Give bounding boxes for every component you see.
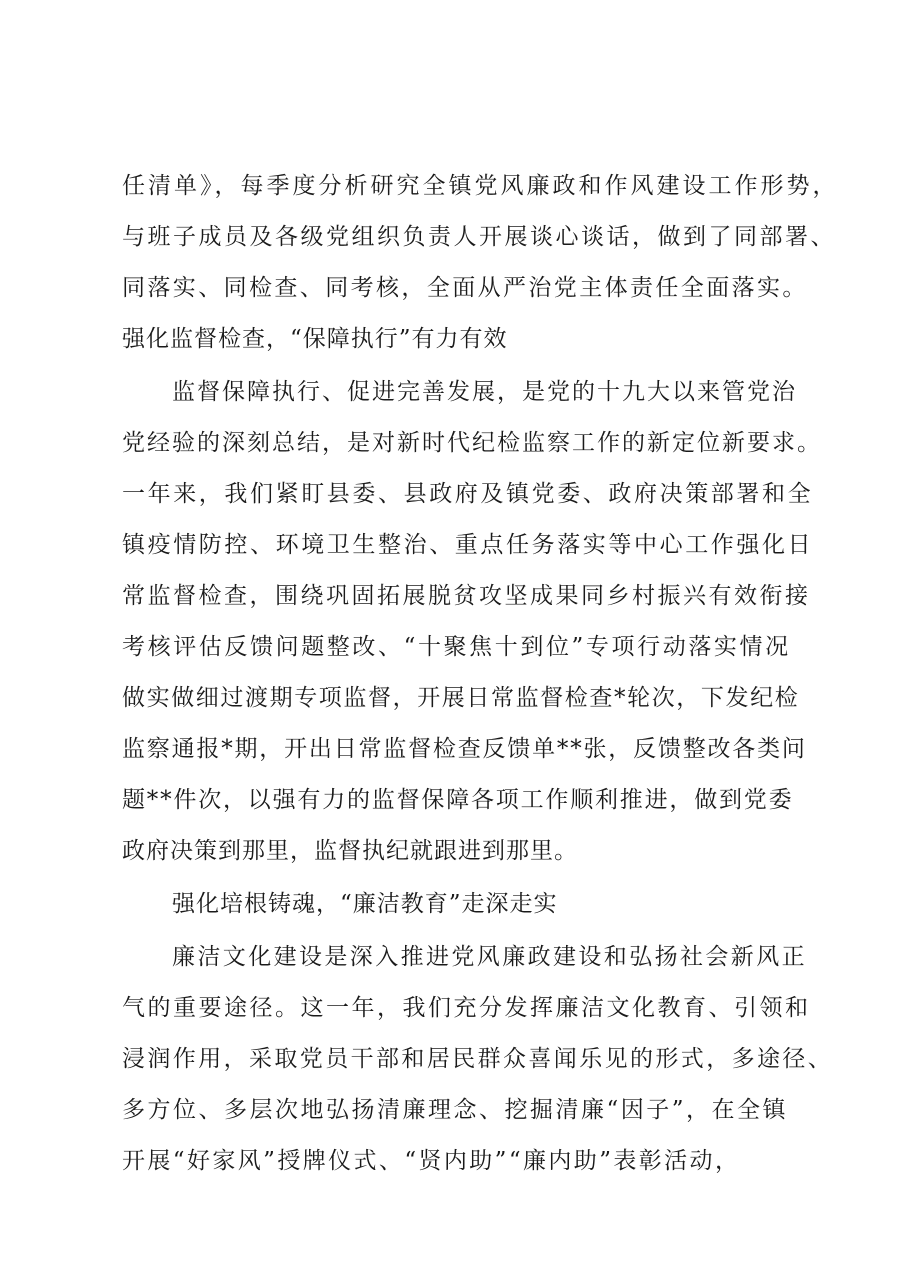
paragraph-line: 做实做细过渡期专项监督，开展日常监督检查*轮次，下发纪检 [122, 685, 800, 711]
paragraph-line: 任清单》，每季度分析研究全镇党风廉政和作风建设工作形势， [122, 173, 839, 199]
paragraph-line: 党经验的深刻总结，是对新时代纪检监察工作的新定位新要求。 [122, 430, 822, 456]
paragraph-line: 政府决策到那里，监督执纪就跟进到那里。 [122, 838, 578, 864]
paragraph-line: 多方位、多层次地弘扬清廉理念、挖掘清廉“因子”，在全镇 [122, 1097, 789, 1123]
paragraph-line: 气的重要途径。这一年，我们充分发挥廉洁文化教育、引领和 [122, 995, 811, 1021]
paragraph-line: 常监督检查，围绕巩固拓展脱贫攻坚成果同乡村振兴有效衔接 [122, 583, 811, 609]
paragraph-line: 浸润作用，采取党员干部和居民群众喜闻乐见的形式，多途径、 [122, 1046, 834, 1072]
section-heading: 强化监督检查，“保障执行”有力有效 [122, 326, 508, 352]
paragraph-line: 开展“好家风”授牌仪式、“贤内助”“廉内助”表彰活动， [122, 1148, 741, 1174]
section-heading: 强化培根铸魂，“廉洁教育”走深走实 [172, 891, 558, 917]
paragraph-line: 考核评估反馈问题整改、“十聚焦十到位”专项行动落实情况 [122, 634, 791, 660]
paragraph-line: 监察通报*期，开出日常监督检查反馈单**张，反馈整改各类问 [122, 736, 807, 762]
paragraph-line: 与班子成员及各级党组织负责人开展谈心谈话，做到了同部署、 [122, 224, 836, 250]
paragraph-line: 镇疫情防控、环境卫生整治、重点任务落实等中心工作强化日 [122, 532, 814, 558]
paragraph-line: 同落实、同检查、同考核，全面从严治党主体责任全面落实。 [122, 275, 808, 301]
paragraph-line: 一年来，我们紧盯县委、县政府及镇党委、政府决策部署和全 [122, 481, 814, 507]
paragraph-line: 监督保障执行、促进完善发展，是党的十九大以来管党治 [172, 379, 797, 405]
paragraph-line: 题**件次，以强有力的监督保障各项工作顺利推进，做到党委 [122, 787, 794, 813]
paragraph-line: 廉洁文化建设是深入推进党风廉政建设和弘扬社会新风正 [172, 944, 807, 970]
